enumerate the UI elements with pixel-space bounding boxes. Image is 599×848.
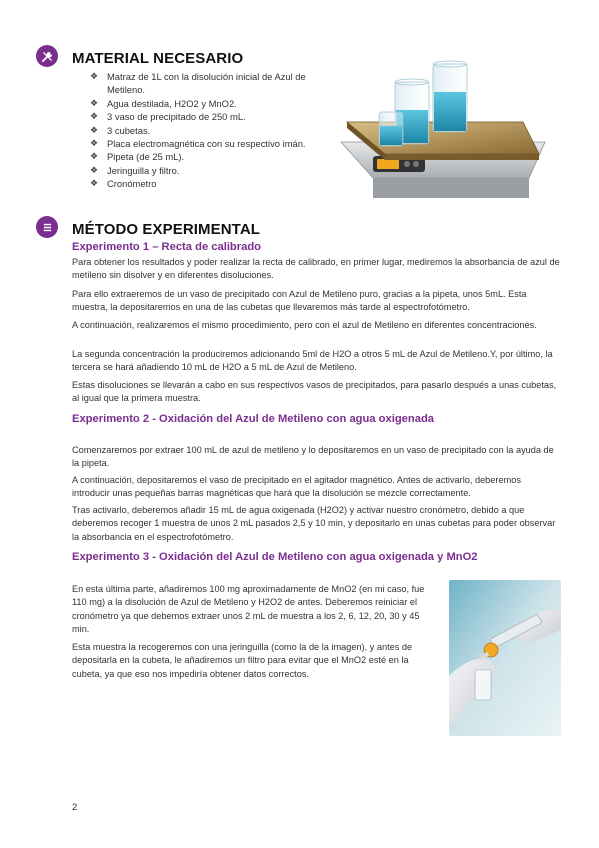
exp2-paragraph-1: Comenzaremos por extraer 100 mL de azul de metileno y lo depositaremos en un vaso de precipitado con la ayuda de la pipeta. [72,445,554,469]
material-list [90,70,335,191]
material-item-text: Cronómetro [107,178,157,190]
exp2-paragraph-3: Tras activarlo, deberemos añadir 15 mL de agua oxigenada (H2O2) y activar nuestro cronómetro, debido a que deberemos recoger 1 muestra de unos 2 mL pasados 2,5 y 10 min, y depositarlo en unas cubetas para poder observar la absorbancia en el espectrofotómetro. [72,505,556,542]
material-list-item [90,70,335,97]
section-title-metodo: MÉTODO EXPERIMENTAL [72,221,261,238]
diamond-bullet-icon: ❖ [90,164,99,175]
syringe-filter-photo [449,580,561,736]
material-item-text: Jeringuilla y filtro. [107,164,180,176]
exp1-paragraph-3: A continuación, realizaremos el mismo procedimiento, pero con el azul de Metileno en diferentes concentraciones. [72,320,537,330]
material-list-item [90,110,335,123]
material-item-text: Agua destilada, H2O2 y MnO2. [107,97,237,109]
material-list-item [90,150,335,163]
diamond-bullet-icon: ❖ [90,71,99,81]
exp1-paragraph-4: La segunda concentración la produciremos adicionando 5ml de H2O a otros 5 mL de Azul de Metileno.Y, por último, la tercera se hará añadiendo 10 mL de H2O a 5 mL de Azul de Metileno. [72,349,553,373]
diamond-bullet-icon: ❖ [90,151,99,162]
exp3-heading: Experimento 3 - Oxidación del Azul de Metileno con agua oxigenada y MnO2 [72,551,478,563]
exp1-paragraph-5: Estas disoluciones se llevarán a cabo en sus respectivos vasos de precipitados, para pasarlo después a unas cubetas, al igual que la primera muestra. [72,380,557,404]
material-list-item [90,164,335,177]
material-item-text: Pipeta (de 25 mL). [107,151,185,163]
material-item-text: 3 cubetas. [107,124,151,136]
exp3-paragraph-2: Esta muestra la recogeremos con una jeringuilla (como la de la imagen), y antes de depositarla en la cubeta, le añadiremos un filtro para evitar que el MnO2 esté en la cubeta, ya que eso nos impediría obtener datos correctos. [72,642,413,679]
exp3-paragraph-1: En esta última parte, añadiremos 100 mg aproximadamente de MnO2 (en mi caso, fue 110 mg) a la disolución de Azul de Metileno y H2O2 de antes. Deberemos reiniciar el cronómetro ya que debemos extraer unos 2 mL de muestra a los 2, 6, 12, 20, 30 y 45 min. [72,584,425,635]
material-item-text: Placa electromagnética con su respectivo imán. [107,138,306,150]
diamond-bullet-icon: ❖ [90,111,99,122]
exp2-heading: Experimento 2 - Oxidación del Azul de Metileno con agua oxigenada [72,413,435,425]
material-item-text: 3 vaso de precipitado de 250 mL. [107,111,246,123]
magnetic-stirrer-photo [333,50,551,210]
material-list-item [90,97,335,110]
diamond-bullet-icon: ❖ [90,97,99,108]
material-list-item [90,124,335,137]
material-item-text: Matraz de 1L con la disolución inicial de Azul de Metileno. [107,71,306,96]
list-icon [36,216,58,238]
diamond-bullet-icon: ❖ [90,124,99,135]
material-list-item [90,177,335,190]
section-title-material: MATERIAL NECESARIO [72,50,244,67]
exp1-paragraph-1: Para obtener los resultados y poder realizar la recta de calibrado, en primer lugar, mediremos la absorbancia de azul de metileno sin disolver y en diferentes disoluciones. [72,257,560,281]
page-number: 2 [72,802,78,813]
exp1-paragraph-2: Para ello extraeremos de un vaso de precipitado con Azul de Metileno puro, gracias a la pipeta, unos 5mL. Esta muestra, la depositaremos en una de las cubetas que llevaremos más tarde al espectrofotómetro. [72,289,527,313]
exp1-heading: Experimento 1 – Recta de calibrado [72,241,262,253]
exp2-paragraph-2: A continuación, depositaremos el vaso de precipitado en el agitador magnético. Antes de activarlo, deberemos introducir unas pequeñas barras magnéticas que hará que la disolución se mezcle correctamente. [72,475,521,499]
material-list-item [90,137,335,150]
tools-icon [36,45,58,67]
diamond-bullet-icon: ❖ [90,178,99,189]
diamond-bullet-icon: ❖ [90,138,99,149]
